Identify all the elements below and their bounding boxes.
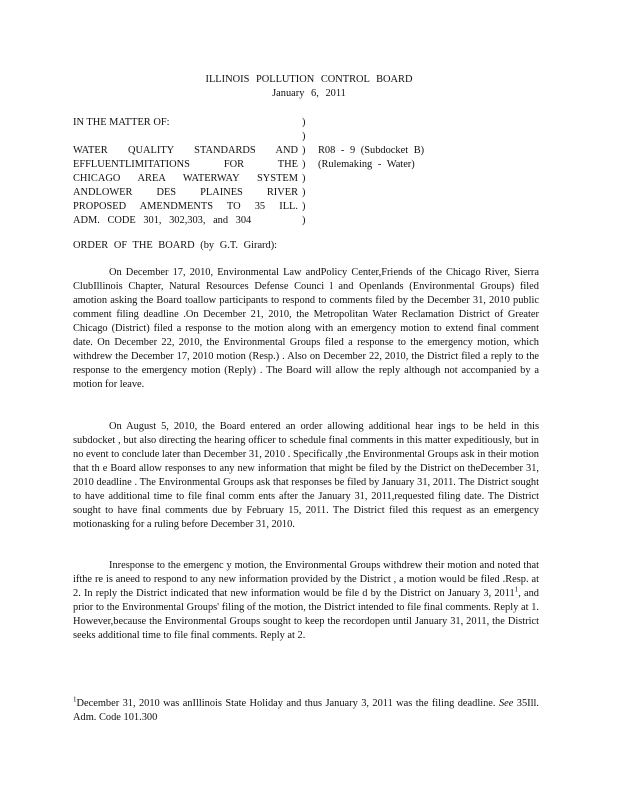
caption-paren: ) bbox=[302, 215, 306, 226]
paragraph-text-part1: Inresponse to the emergenc y motion, the Environmental Groups withdrew their motion and noted that ifthe re is aneed to respond to any new information provided by the District , a motion would be filed .Resp. at 2. In reply the District indicated that new information would be file d by the District on January 3, 2011 bbox=[73, 560, 539, 599]
document-header bbox=[0, 73, 618, 101]
footnote-citation: 35Ill. Adm. Code 101.300 bbox=[73, 698, 539, 723]
paragraph-text: On December 17, 2010, Environmental Law andPolicy Center,Friends of the Chicago River, Sierra ClubIllinois Chapter, Natural Resources Defense Counci l and Openlands (Environmental Groups) filed amotion asking the Board toallow participants to respond to comments filed by the December 31, 2010 public comment filing deadline .On December 21, 2010, the Metropolitan Water Reclamation District of Greater Chicago (District) filed a response to the motion along with an emergency motion to extend final comment date. On December 22, 2010, the Environmental Groups filed a response to the emergency motion, which withdrew the December 17, 2010 motion (Resp.) . Also on December 22, 2010, the District filed a reply to the response to the emergency motion (Reply) . The Board will allow the reply although not accompanied by a motion for leave. bbox=[73, 267, 539, 390]
footnote-mark: 1 bbox=[73, 695, 77, 704]
body-paragraph-3 bbox=[73, 559, 539, 643]
docket-info bbox=[318, 144, 518, 172]
order-heading: ORDER OF THE BOARD (by G.T. Girard): bbox=[73, 240, 278, 251]
caption-paren: ) bbox=[302, 131, 306, 142]
paragraph-text-part2: , and prior to the Environmental Groups' filing of the motion, the District intended to file final comments. Reply at 1. However,because the Environmental Groups sought to keep the recordopen until January 31, 2011, the District seeks additional time to file final comments. Reply at 2. bbox=[73, 588, 539, 641]
caption-paren: ) bbox=[302, 173, 306, 184]
case-title-line: PROPOSED AMENDMENTS TO 35 ILL. bbox=[73, 201, 298, 212]
order-date: January 6, 2011 bbox=[272, 88, 346, 99]
caption-left bbox=[73, 116, 298, 228]
body-paragraph-1 bbox=[73, 266, 539, 392]
body-paragraph-2 bbox=[73, 420, 539, 532]
caption-paren: ) bbox=[302, 159, 306, 170]
case-title-line: ANDLOWER DES PLAINES RIVER bbox=[73, 187, 298, 198]
docket-type: (Rulemaking - Water) bbox=[318, 159, 415, 170]
board-name: ILLINOIS POLLUTION CONTROL BOARD bbox=[205, 74, 413, 85]
footnote bbox=[73, 697, 539, 725]
case-title-line: WATER QUALITY STANDARDS AND bbox=[73, 145, 298, 156]
footnote-text: December 31, 2010 was anIllinois State Holiday and thus January 3, 2011 was the filing deadline. bbox=[76, 698, 496, 709]
caption-parentheses bbox=[302, 116, 312, 228]
footnote-see-signal: See bbox=[498, 698, 514, 709]
footnote-reference[interactable]: 1 bbox=[514, 585, 519, 594]
caption-paren: ) bbox=[302, 187, 306, 198]
in-the-matter: IN THE MATTER OF: bbox=[73, 117, 170, 128]
paragraph-text bbox=[73, 559, 539, 643]
caption-paren: ) bbox=[302, 145, 306, 156]
caption-paren: ) bbox=[302, 117, 306, 128]
case-title-line: EFFLUENTLIMITATIONS FOR THE bbox=[73, 159, 298, 170]
docket-number: R08 - 9 (Subdocket B) bbox=[318, 145, 425, 156]
case-title-line: CHICAGO AREA WATERWAY SYSTEM bbox=[73, 173, 298, 184]
case-title bbox=[73, 144, 298, 228]
case-title-line: ADM. CODE 301, 302,303, and 304 bbox=[73, 215, 252, 226]
caption-paren: ) bbox=[302, 201, 306, 212]
paragraph-text: On August 5, 2010, the Board entered an order allowing additional hear ings to be held in this subdocket , but also directing the hearing officer to schedule final comments in this matter expeditiously, but in no event to conclude later than December 31, 2010 . Specifically ,the Environmental Groups ask in their motion that th e Board allow responses to any new information that might be filed by the District on theDecember 31, 2010 deadline . The Environmental Groups ask that responses be filed by January 31, 2011. The District sought to have additional time to file final comm ents after the January 31, 2011,requested filing date. The District sought to have final comments due by February 15, 2011. The District filed this request as an emergency motionasking for a ruling before December 31, 2010. bbox=[73, 421, 539, 530]
